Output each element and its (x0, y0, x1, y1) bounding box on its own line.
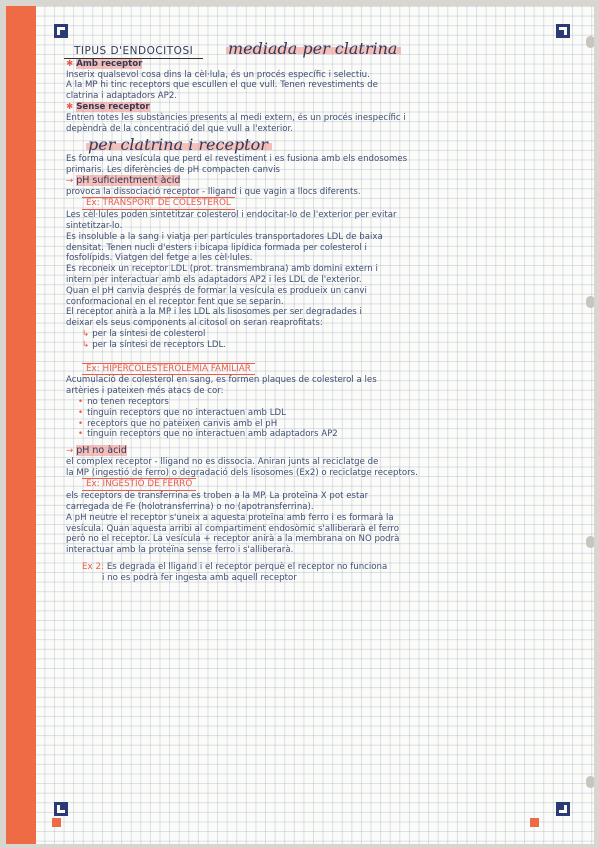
text-line: els receptors de transferrina es troben a la MP. La proteïna X pot estar (66, 491, 369, 502)
text-line: Inserix qualsevol cosa dins la cèl·lula, és un procés específic i selectiu. (66, 69, 370, 80)
orange-square-mark (52, 818, 61, 827)
text-line: el complex receptor - lligand no es dissocia. Aniran junts al reciclatge de (66, 456, 379, 467)
ph-acid-label: pH suficientment àcid (76, 174, 181, 186)
text-line: intern per interactuar amb els adaptadors AP2 i les LDL de l'exterior. (66, 274, 362, 285)
red-margin-strip (6, 6, 36, 844)
page-title: TIPUS D'ENDOCITOSI (64, 46, 203, 59)
text-line: depèndrà de la concentració del que vull a l'exterior. (66, 123, 294, 134)
cause-item: • receptors que no pateixen canvis amb el pH (66, 419, 566, 430)
section-heading-receptor: per clatrina i receptor (88, 140, 268, 151)
text-line: A la MP hi tinc receptors que escullen el que vull. Tenen revestiments de (66, 80, 378, 91)
text-line: densitat. Tenen nucli d'esters i bicapa lipídica formada per colesterol i (66, 242, 367, 253)
binder-hole (586, 296, 594, 308)
text-line: sintetitzar-lo. (66, 220, 123, 231)
text-line: carregada de Fe (holotransferrina) o no (apotransferrina). (66, 502, 314, 513)
text-line: primaris. Les diferències de pH compacten canvis (66, 164, 280, 175)
text-line: Acumulació de colesterol en sang, es formen plaques de colesterol a les (66, 375, 377, 386)
text-line: A pH neutre el receptor s'uneix a aquesta proteïna amb ferro i es formarà la (66, 512, 394, 523)
example2-title: Ex: HIPERCOLESTEROLÈMIA FAMILIAR (82, 363, 255, 376)
corner-mark-icon (54, 802, 68, 816)
text-line: interactuar amb la proteïna sense ferro i s'alliberarà. (66, 545, 294, 556)
text-line: Entren totes les substàncies presents al medi extern, és un procés inespecífic i (66, 112, 406, 123)
text-line: clatrina i adaptadors AP2. (66, 91, 178, 102)
notebook-page (6, 6, 594, 844)
ph-no-acid-label: pH no àcid (76, 445, 127, 457)
cause-item: • tinguin receptors que no interactuen amb LDL (66, 408, 566, 419)
use-item: per la síntesi de receptors LDL. (92, 339, 227, 350)
text-line: però no el receptor. La vesícula + receptor anirà a la membrana on NO podrà (66, 534, 400, 545)
text-line: Es degrada el lligand i el receptor perquè el receptor no funciona (106, 562, 388, 573)
example-title: Ex: TRANSPORT DE COLESTEROL (82, 197, 235, 210)
text-line: conformacional en el receptor fent que se separin. (66, 296, 284, 307)
corner-mark-icon (54, 24, 68, 38)
cause-item: • tinguin receptors que no interactuen amb adaptadors AP2 (66, 429, 566, 440)
text-line: artèries i pateixen més atacs de cor: (66, 386, 224, 397)
text-line: Les cèl·lules poden sintetitzar colesterol i endocitar-lo de l'exterior per evitar (66, 210, 397, 221)
binder-hole (586, 536, 594, 548)
orange-square-mark (530, 818, 539, 827)
text-line: provoca la dissociació receptor - lligand i que vagin a llocs diferents. (66, 186, 361, 197)
text-line: deixar els seus components al citosol on seran reaprofitats: (66, 318, 323, 329)
corner-mark-icon (556, 802, 570, 816)
example-title: Ex: INGESTIÓ DE FERRO (82, 478, 196, 491)
notes-content: TIPUS D'ENDOCITOSI mediada per clatrina ✱ Amb receptor Inserix qualsevol cosa dins la cèl·lula, és un procés específic i selectiu. A la MP hi tinc receptors que escullen el que vull. Tenen revestiments de clatrina i adaptadors AP2. ✱ Sense receptor Entren totes les substàncies presents al medi extern, és un procés inespecífic i depèndrà de la concentració del que vull a l'exterior. per clatrina i receptor Es forma una vesícula que perd el revestiment i es fusiona amb els endosomes primaris. Les diferències de pH compacten canvis → pH suficientment àcid provoca la dissociació receptor - lligand i que vagin a llocs diferents. Ex: TRANSPORT DE COLESTEROL Les cèl·lules poden sintetitzar colesterol i endocitar-lo de l'exterior per evitar sintetitzar-lo. Es insoluble a la sang i viatja per partícules transportadores LDL de baixa densitat. Tenen nucli d'esters i bicapa lipídica formada per colesterol i fosfolípids. Viatgen del fetge a les cèl·lules. Es reconeix un receptor LDL (prot. transmembrana) amb domini extern i intern per interactuar amb els adaptadors AP2 i les LDL de l'exterior. Quan el pH canvia després de formar la vesícula es produeix un canvi conformacional en el receptor fent que se separin. El receptor anirà a la MP i les LDL als lisosomes per ser degradades i deixar els seus components al citosol on seran reaprofitats: ↳ per la síntesi de colesterol ↳ per la síntesi de receptors LDL. Ex: HIPERCOLESTEROLÈMIA FAMILIAR Acumulació de colesterol en sang, es formen plaques de colesterol a les artèries i pateixen més atacs de cor: • no tenen receptors • tinguin receptors que no interactuen amb LDL • receptors que no pateixen canvis amb el pH • tinguin receptors que no interactuen amb adaptadors AP2 → pH no àcid el complex receptor - lligand no es dissocia. Aniran junts al reciclatge de la MP (ingestió de ferro) o degradació dels lisosomes (Ex2) o reciclatge receptors. Ex: INGESTIÓ DE FERRO els receptors de transferrina es troben a la MP. La proteïna X pot estar carregada de Fe (holotransferrina) o no (apotransferrina). A pH neutre el receptor s'uneix a aquesta proteïna amb ferro i es formarà la vesícula. Quan aquesta arribi al compartiment endosòmic s'alliberarà el ferro però no el receptor. La vesícula + receptor anirà a la membrana on NO podrà interactuar amb la proteïna sense ferro i s'alliberarà. Ex 2: Es degrada el lligand i el receptor perquè el receptor no funciona i no es podrà fer ingesta amb aquell receptor (66, 38, 566, 584)
text-line: vesícula. Quan aquesta arribi al compartiment endosòmic s'alliberarà el ferro (66, 523, 400, 534)
text-line: Es insoluble a la sang i viatja per partícules transportadores LDL de baixa (66, 231, 383, 242)
text-line: la MP (ingestió de ferro) o degradació dels lisosomes (Ex2) o reciclatge receptors. (66, 467, 418, 478)
binder-hole (586, 776, 594, 788)
text-line: Es forma una vesícula que perd el revestiment i es fusiona amb els endosomes (66, 154, 408, 165)
use-item: per la síntesi de colesterol (92, 328, 206, 339)
text-line: fosfolípids. Viatgen del fetge a les cèl·lules. (66, 253, 253, 264)
text-line: Quan el pH canvia després de formar la vesícula es produeix un canvi (66, 285, 367, 296)
sense-receptor-label: Sense receptor (76, 101, 150, 112)
corner-mark-icon (556, 24, 570, 38)
text-line: El receptor anirà a la MP i les LDL als lisosomes per ser degradades i (66, 307, 362, 318)
example2-label: Ex 2: (82, 562, 105, 573)
binder-hole (586, 36, 594, 48)
text-line: Es reconeix un receptor LDL (prot. transmembrana) amb domini extern i (66, 264, 378, 275)
section-heading-clatrina: mediada per clatrina (228, 44, 398, 55)
cause-item: • no tenen receptors (66, 397, 566, 408)
text-line: i no es podrà fer ingesta amb aquell receptor (102, 572, 297, 583)
amb-receptor-label: Amb receptor (76, 58, 143, 69)
